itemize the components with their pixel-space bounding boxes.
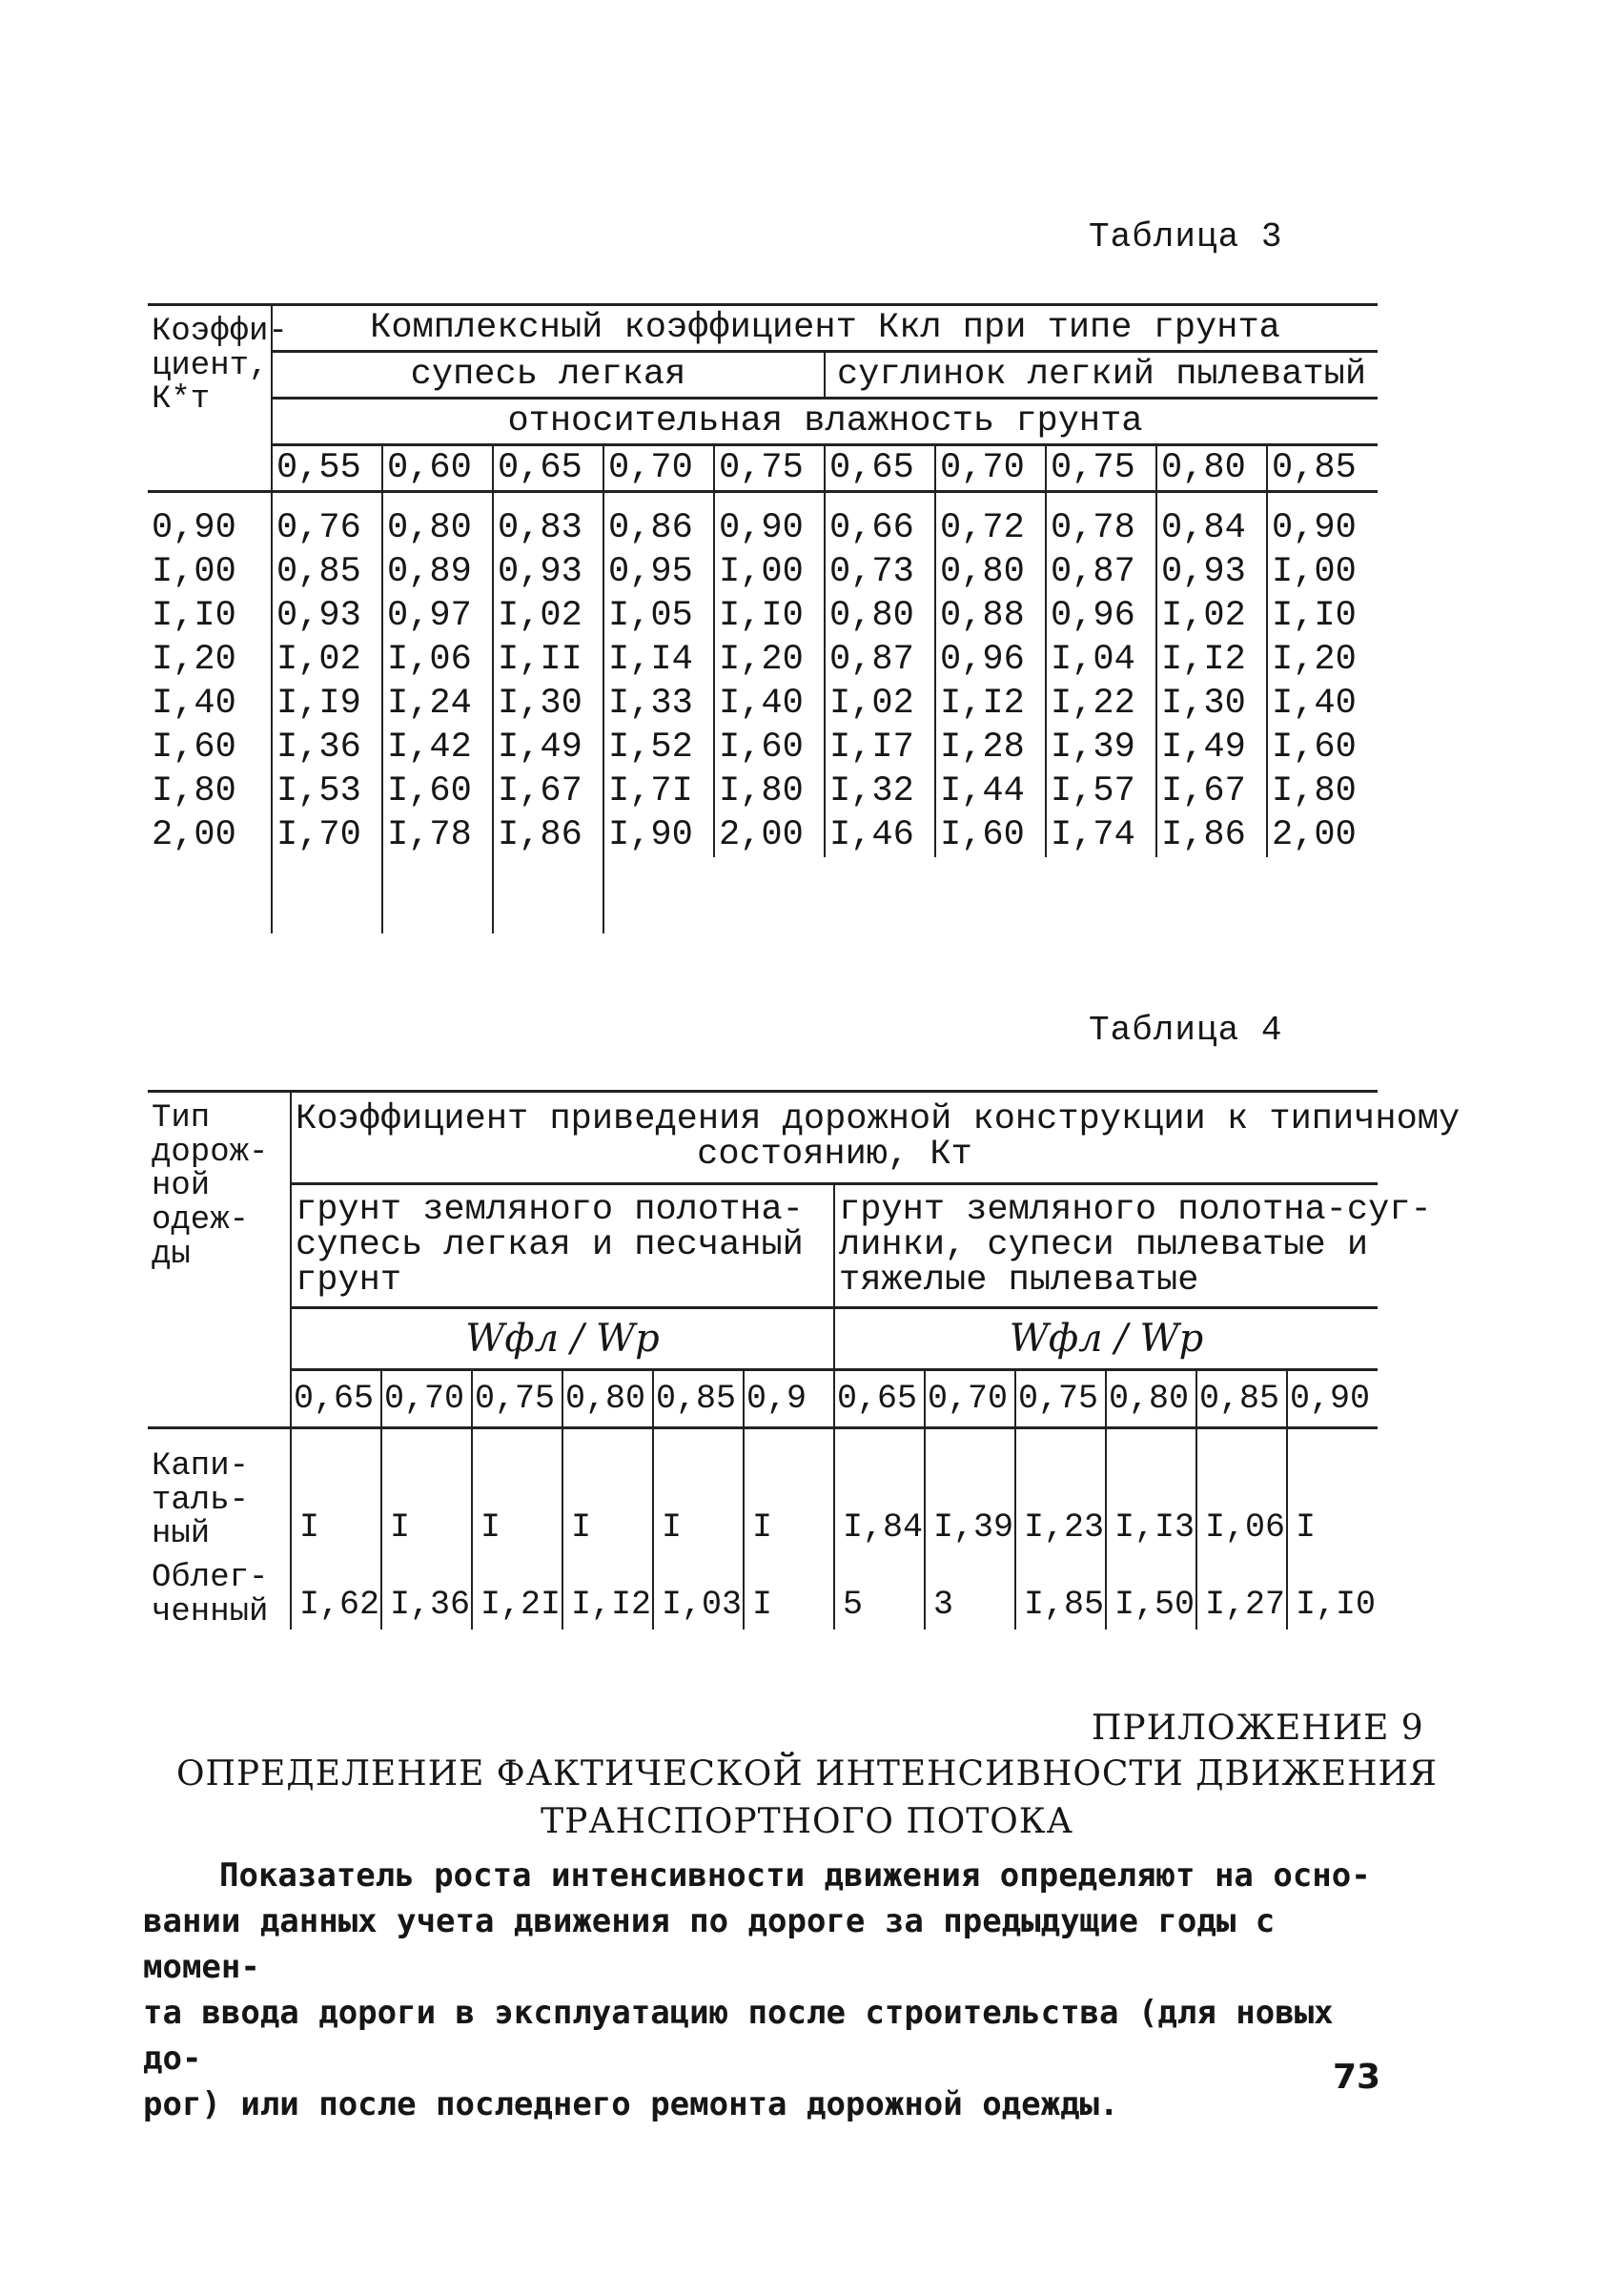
table3-cell: 0,97	[382, 594, 493, 638]
table3-column-header: 0,70	[935, 445, 1046, 492]
table3-cell: I,02	[1156, 594, 1267, 638]
table3-cell: I,20	[714, 638, 825, 682]
appendix-label: ПРИЛОЖЕНИЕ 9	[1092, 1709, 1424, 1748]
table3-caption: Таблица 3	[1089, 217, 1283, 256]
table3-cell: 0,78	[1046, 506, 1156, 550]
table4-cell: I,I0	[1287, 1552, 1378, 1630]
table4-cell: I,23	[1015, 1428, 1106, 1553]
table3-column-header: 0,80	[1156, 445, 1267, 492]
table4-cell: I,06	[1196, 1428, 1287, 1553]
paragraph-line: та ввода дороги в эксплуатацию после строительства (для новых до-	[143, 1994, 1334, 2078]
table4-cell: I	[1287, 1428, 1378, 1553]
table3-row-key: 0,90	[152, 508, 236, 548]
table3-cell: I,49	[493, 726, 603, 769]
table4-column-header: 0,70	[925, 1370, 1015, 1428]
table3-cell: I,86	[493, 813, 603, 857]
table4-column-header: 0,80	[562, 1370, 653, 1428]
table3-cell: 0,96	[1046, 594, 1156, 638]
table3-cell: I,00	[1267, 550, 1378, 594]
table3-header-row	[148, 305, 1378, 352]
table4-column-header: 0,70	[381, 1370, 472, 1428]
table4-column-header: 0,65	[834, 1370, 925, 1428]
table3-cell: I,60	[1267, 726, 1378, 769]
table4-cell: I,27	[1196, 1552, 1287, 1630]
table3-cell: I,I9	[272, 682, 382, 726]
table4-row-key: Облег- ченный	[152, 1560, 269, 1630]
table3-cell: I,90	[603, 813, 714, 857]
page-number: 73	[1333, 2058, 1381, 2097]
table3-cell: 0,96	[935, 638, 1046, 682]
table3-cell: I,60	[935, 813, 1046, 857]
table3-cell: I,I0	[1267, 594, 1378, 638]
table-row	[148, 1552, 1378, 1630]
table4-column-header: 0,9	[744, 1370, 834, 1428]
table4-group-header: грунт земляного полотна-суг- линки, супеси пылеватые и тяжелые пылеватые	[834, 1184, 1378, 1308]
table3-cell: I,22	[1046, 682, 1156, 726]
table4-column-header: 0,65	[291, 1370, 381, 1428]
table3-column-header: 0,55	[272, 445, 382, 492]
table3-column-header: 0,60	[382, 445, 493, 492]
table3-cell: 2,00	[714, 813, 825, 857]
table3-cell: I,39	[1046, 726, 1156, 769]
table3-cell: I,74	[1046, 813, 1156, 857]
appendix-paragraph	[143, 1853, 1382, 2127]
table4-cell: 5	[834, 1552, 925, 1630]
table-row	[148, 594, 1378, 638]
table4-cell: I	[744, 1552, 834, 1630]
table3-cell: I,40	[1267, 682, 1378, 726]
table3-cell: I,78	[382, 813, 493, 857]
table3-subheader: относительная влажность грунта	[272, 399, 1378, 445]
table3-cell: I,28	[935, 726, 1046, 769]
table3-cell: I,II	[493, 638, 603, 682]
appendix-title-line1: ОПРЕДЕЛЕНИЕ ФАКТИЧЕСКОЙ ИНТЕНСИВНОСТИ ДВИЖЕНИЯ	[176, 1754, 1438, 1794]
table3-cell: I,7I	[603, 769, 714, 813]
table3-cell: I,86	[1156, 813, 1267, 857]
table3-cell: I,80	[714, 769, 825, 813]
table3-column-header: 0,75	[714, 445, 825, 492]
table3-cell: I,67	[493, 769, 603, 813]
table4-column-header: 0,90	[1287, 1370, 1378, 1428]
table4-column-header: 0,85	[1196, 1370, 1287, 1428]
table3-cell: I,42	[382, 726, 493, 769]
table3-cell: I,49	[1156, 726, 1267, 769]
table3-main-header: Комплексный коэффициент Ккл при типе грунта	[272, 305, 1378, 352]
table3-cell: I,04	[1046, 638, 1156, 682]
table-row	[148, 638, 1378, 682]
table4-cell: I,85	[1015, 1552, 1106, 1630]
table3-cell: 0,84	[1156, 506, 1267, 550]
table4-cell: I,36	[381, 1552, 472, 1630]
table3-cell: I,00	[714, 550, 825, 594]
table3-cell: I,70	[272, 813, 382, 857]
table3-column-header: 0,70	[603, 445, 714, 492]
appendix-title-line2: ТРАНСПОРТНОГО ПОТОКА	[541, 1802, 1073, 1841]
table3-row-key: 2,00	[152, 815, 236, 855]
table3-cell: 0,83	[493, 506, 603, 550]
table3-cell: I,80	[1267, 769, 1378, 813]
table-row	[148, 813, 1378, 857]
table3-cell: I,02	[272, 638, 382, 682]
paragraph-line: рог) или после последнего ремонта дорожной одежды.	[143, 2085, 1119, 2123]
table4-cell: I	[472, 1428, 562, 1553]
table3-column-header: 0,75	[1046, 445, 1156, 492]
table3-cell: I,24	[382, 682, 493, 726]
table4-cell: I	[562, 1428, 653, 1553]
table3-cell: I,06	[382, 638, 493, 682]
table4-cell: I	[653, 1428, 744, 1553]
table3-row-key: I,00	[152, 552, 236, 592]
table4-cell: 3	[925, 1552, 1015, 1630]
table3-group-header: суглинок легкий пылеватый	[825, 352, 1378, 399]
table3-cell: 0,90	[1267, 506, 1378, 550]
table3-cell: 2,00	[1267, 813, 1378, 857]
table3-row-key: I,20	[152, 640, 236, 680]
table-row	[148, 682, 1378, 726]
table4-group-header: грунт земляного полотна- супесь легкая и песчаный грунт	[291, 1184, 834, 1308]
table3-cell: 0,80	[825, 594, 935, 638]
table4-cell: I	[291, 1428, 381, 1553]
table3-cell: I,I2	[935, 682, 1046, 726]
table3-cell: I,02	[493, 594, 603, 638]
table4-column-header: 0,75	[472, 1370, 562, 1428]
table3-cell: I,46	[825, 813, 935, 857]
table4-cell: I,50	[1106, 1552, 1196, 1630]
table3-column-header: 0,65	[493, 445, 603, 492]
table-row	[148, 726, 1378, 769]
paragraph-line: вании данных учета движения по дороге за предыдущие годы с момен-	[143, 1902, 1276, 1986]
table3-cell: 0,93	[493, 550, 603, 594]
table3-column-header: 0,85	[1267, 445, 1378, 492]
table3-cell: 0,89	[382, 550, 493, 594]
table3-cell: 0,85	[272, 550, 382, 594]
table3-cell: 0,73	[825, 550, 935, 594]
table4-column-header: 0,75	[1015, 1370, 1106, 1428]
table3-cell: I,57	[1046, 769, 1156, 813]
table4-ratio-label: Wфл / Wр	[291, 1308, 834, 1370]
table3-cell: 0,93	[272, 594, 382, 638]
table-row	[148, 1428, 1378, 1553]
table3-cell: 0,76	[272, 506, 382, 550]
table4-ratio-label: Wфл / Wр	[834, 1308, 1378, 1370]
table3-row-key: I,I0	[152, 596, 236, 636]
table3-cell: I,I0	[714, 594, 825, 638]
table3-cell: I,I4	[603, 638, 714, 682]
table3-cell: 0,87	[1046, 550, 1156, 594]
table3-cell: I,I7	[825, 726, 935, 769]
table4-cell: I,03	[653, 1552, 744, 1630]
table4-cell: I,39	[925, 1428, 1015, 1553]
table3-cell: I,20	[1267, 638, 1378, 682]
table3-cell: 0,86	[603, 506, 714, 550]
table3-cell: 0,66	[825, 506, 935, 550]
table3-row-key: I,60	[152, 728, 236, 768]
table4-cell: I,2I	[472, 1552, 562, 1630]
table3-cell: 0,87	[825, 638, 935, 682]
table3-cell: I,I2	[1156, 638, 1267, 682]
paragraph-line: Показатель роста интенсивности движения определяют на осно-	[219, 1856, 1371, 1895]
table4-main-header: Коэффициент приведения дорожной конструкции к типичному состоянию, Кт	[291, 1092, 1378, 1184]
table3-cell: I,36	[272, 726, 382, 769]
table-row	[148, 769, 1378, 813]
table3-cell: I,33	[603, 682, 714, 726]
table3-cell: 0,88	[935, 594, 1046, 638]
table-row	[148, 506, 1378, 550]
table3-group-header: супесь легкая	[272, 352, 825, 399]
table3-stub-header: Коэффи- циент, К*т	[148, 305, 272, 492]
table3	[148, 303, 1378, 933]
table4-cell: I,I2	[562, 1552, 653, 1630]
table4-column-header: 0,80	[1106, 1370, 1196, 1428]
table3-cell: 0,80	[382, 506, 493, 550]
table3-cell: I,60	[382, 769, 493, 813]
table4-stub-header: Тип дорож- ной одеж- ды	[148, 1092, 291, 1428]
table3-cell: I,67	[1156, 769, 1267, 813]
table3-cell: 0,93	[1156, 550, 1267, 594]
table3-cell: I,30	[1156, 682, 1267, 726]
table4	[148, 1090, 1461, 1630]
table3-cell: I,32	[825, 769, 935, 813]
table3-cell: 0,90	[714, 506, 825, 550]
table4-cell: I,62	[291, 1552, 381, 1630]
table3-cell: 0,72	[935, 506, 1046, 550]
table4-cell: I	[744, 1428, 834, 1553]
table3-cell: I,52	[603, 726, 714, 769]
table4-cell: I	[381, 1428, 472, 1553]
table3-row-key: I,80	[152, 771, 236, 811]
table3-cell: I,30	[493, 682, 603, 726]
table3-cell: I,44	[935, 769, 1046, 813]
table3-row-key: I,40	[152, 684, 236, 724]
table4-column-header: 0,85	[653, 1370, 744, 1428]
table4-cell: I,84	[834, 1428, 925, 1553]
table4-caption: Таблица 4	[1089, 1011, 1283, 1050]
table3-cell: I,02	[825, 682, 935, 726]
table3-column-header: 0,65	[825, 445, 935, 492]
table3-cell: I,60	[714, 726, 825, 769]
table3-cell: 0,95	[603, 550, 714, 594]
table3-cell: I,40	[714, 682, 825, 726]
table4-row-key: Капи- таль- ный	[152, 1448, 250, 1553]
table3-cell: I,53	[272, 769, 382, 813]
table-row	[148, 550, 1378, 594]
table4-cell: I,I3	[1106, 1428, 1196, 1553]
table3-cell: I,05	[603, 594, 714, 638]
table3-cell: 0,80	[935, 550, 1046, 594]
